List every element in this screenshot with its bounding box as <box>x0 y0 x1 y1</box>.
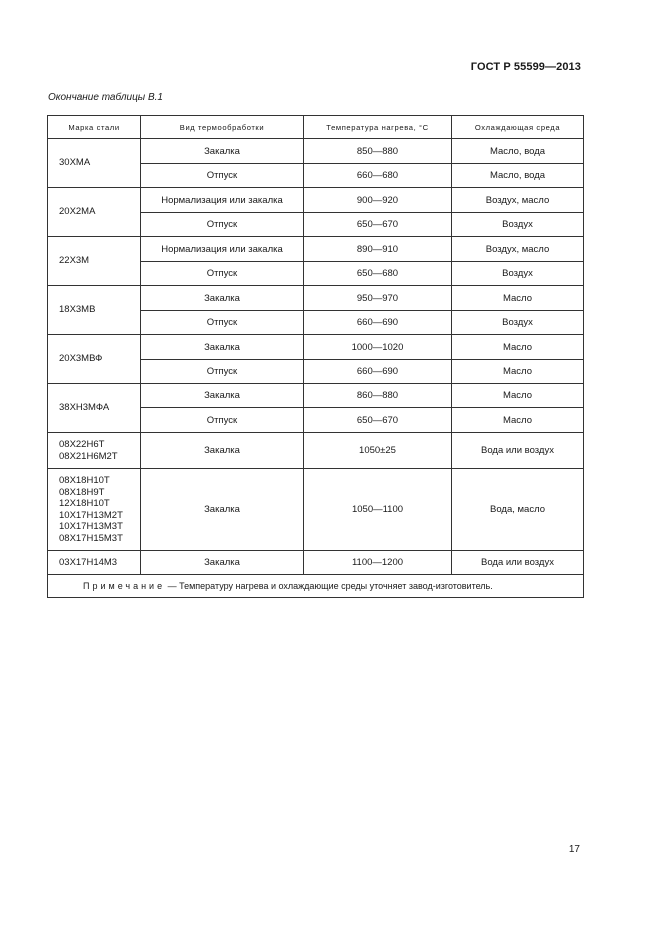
temperature-cell: 890—910 <box>304 237 452 262</box>
note-text: — Температуру нагрева и охлаждающие среды уточняет завод-изготовитель. <box>165 581 493 591</box>
steel-grade-cell: 30ХМА <box>48 139 141 188</box>
medium-cell: Воздух <box>452 311 584 335</box>
table-header-row <box>48 116 584 139</box>
temperature-cell: 650—670 <box>304 408 452 433</box>
medium-cell: Вода или воздух <box>452 551 584 575</box>
temperature-cell: 660—690 <box>304 360 452 384</box>
treatment-cell: Закалка <box>141 551 304 575</box>
temperature-cell: 660—680 <box>304 164 452 188</box>
treatment-cell: Отпуск <box>141 360 304 384</box>
medium-cell: Масло, вода <box>452 139 584 164</box>
treatment-cell: Закалка <box>141 139 304 164</box>
steel-grade: 08Х18Н10Т <box>59 475 110 486</box>
header-cooling-medium: Охлаждающая среда <box>452 116 584 139</box>
table-row <box>48 551 584 575</box>
table-row <box>48 188 584 213</box>
temperature-cell: 950—970 <box>304 286 452 311</box>
treatment-cell: Нормализация или закалка <box>141 237 304 262</box>
treatment-cell: Отпуск <box>141 164 304 188</box>
table-row <box>48 433 584 469</box>
steel-grade-cell: 22Х3М <box>48 237 141 286</box>
table-row <box>48 469 584 551</box>
medium-cell: Воздух <box>452 262 584 286</box>
medium-cell: Масло <box>452 384 584 408</box>
temperature-cell: 900—920 <box>304 188 452 213</box>
table-row <box>48 335 584 360</box>
treatment-cell: Отпуск <box>141 262 304 286</box>
medium-cell: Воздух, масло <box>452 237 584 262</box>
treatment-cell: Закалка <box>141 433 304 469</box>
treatment-cell: Отпуск <box>141 213 304 237</box>
table-note <box>48 575 584 598</box>
temperature-cell: 650—670 <box>304 213 452 237</box>
page-number: 17 <box>568 844 580 855</box>
temperature-cell: 1050—1100 <box>304 469 452 551</box>
medium-cell: Масло <box>452 335 584 360</box>
header-treatment-type: Вид термообработки <box>141 116 304 139</box>
steel-grade: 08Х21Н6М2Т <box>59 450 118 462</box>
steel-grade: 10Х17Н13М2Т <box>59 509 123 521</box>
medium-cell: Воздух, масло <box>452 188 584 213</box>
treatment-cell: Закалка <box>141 384 304 408</box>
treatment-cell: Закалка <box>141 335 304 360</box>
medium-cell: Масло <box>452 286 584 311</box>
treatment-cell: Отпуск <box>141 408 304 433</box>
table-caption: Окончание таблицы В.1 <box>48 92 163 103</box>
medium-cell: Масло, вода <box>452 164 584 188</box>
steel-grade-cell <box>48 469 141 551</box>
steel-grade-cell: 20Х3МВФ <box>48 335 141 384</box>
treatment-cell: Закалка <box>141 469 304 551</box>
temperature-cell: 660—690 <box>304 311 452 335</box>
temperature-cell: 1050±25 <box>304 433 452 469</box>
steel-grade: 08Х22Н6Т <box>59 439 105 450</box>
treatment-cell: Отпуск <box>141 311 304 335</box>
table-row <box>48 237 584 262</box>
steel-grade-cell: 20Х2МА <box>48 188 141 237</box>
steel-grade: 12Х18Н10Т <box>59 498 110 509</box>
temperature-cell: 850—880 <box>304 139 452 164</box>
temperature-cell: 650—680 <box>304 262 452 286</box>
steel-grade-cell <box>48 433 141 469</box>
steel-grade-cell: 38ХН3МФА <box>48 384 141 433</box>
table-row <box>48 286 584 311</box>
treatment-cell: Закалка <box>141 286 304 311</box>
steel-grade: 10Х17Н13М3Т <box>59 521 123 532</box>
treatment-cell: Нормализация или закалка <box>141 188 304 213</box>
document-standard-number: ГОСТ Р 55599—2013 <box>470 61 581 73</box>
medium-cell: Масло <box>452 360 584 384</box>
header-steel-grade: Марка стали <box>48 116 141 139</box>
table-note-row <box>48 575 584 598</box>
medium-cell: Воздух <box>452 213 584 237</box>
temperature-cell: 1000—1020 <box>304 335 452 360</box>
steel-grade-cell: 18Х3МВ <box>48 286 141 335</box>
table-row <box>48 139 584 164</box>
medium-cell: Вода или воздух <box>452 433 584 469</box>
medium-cell: Масло <box>452 408 584 433</box>
header-heating-temperature: Температура нагрева, °С <box>304 116 452 139</box>
heat-treatment-table <box>47 115 584 598</box>
table-row <box>48 384 584 408</box>
medium-cell: Вода, масло <box>452 469 584 551</box>
steel-grade-cell: 03Х17Н14М3 <box>48 551 141 575</box>
steel-grade: 08Х17Н15М3Т <box>59 532 123 544</box>
temperature-cell: 860—880 <box>304 384 452 408</box>
temperature-cell: 1100—1200 <box>304 551 452 575</box>
steel-grade: 08Х18Н9Т <box>59 486 105 498</box>
note-label: Примечание <box>83 581 166 591</box>
